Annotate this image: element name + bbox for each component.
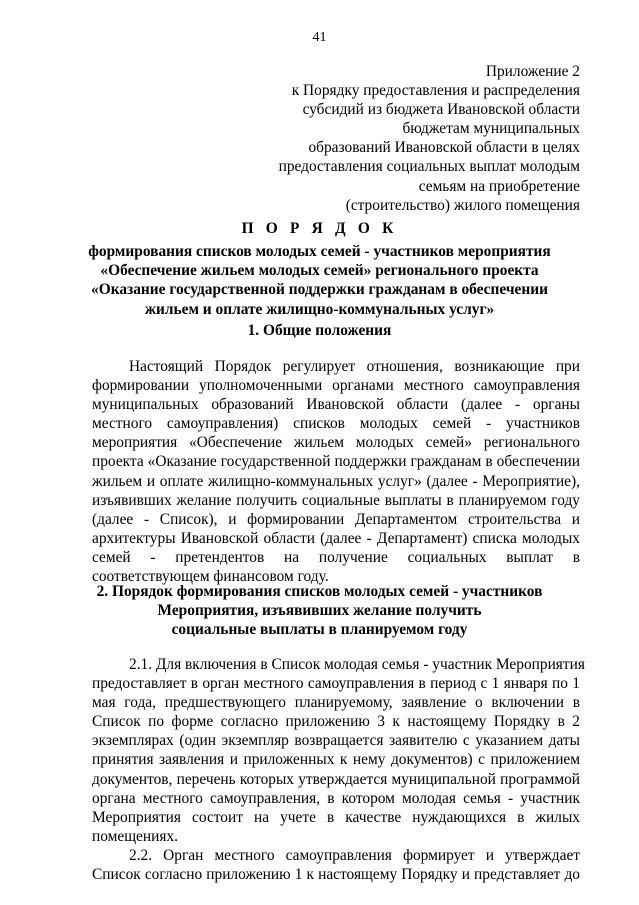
title-text: П О Р Я Д О К: [241, 220, 398, 237]
text-line: формировании уполномоченными органами местного самоуправления: [92, 377, 580, 395]
text-line: проекта «Оказание государственной поддержки гражданам в обеспечении: [92, 453, 580, 471]
text-line: Список согласно приложению 1 к настоящему Порядку и представляет до: [92, 866, 580, 884]
document-subtitle: [40, 242, 599, 319]
text-line: архитектуры Ивановской области (далее - Департамент) списка молодых: [92, 529, 580, 547]
text-line: изъявивших желание получить социальные выплаты в планируемом году: [92, 491, 580, 509]
subtitle-line: «Обеспечение жильем молодых семей» регионального проекта: [100, 262, 539, 280]
text-line: документов, перечень которых утверждается муниципальной программой: [92, 770, 580, 788]
text-line: мероприятия «Обеспечение жильем молодых семей» регионального: [92, 434, 580, 452]
appendix-line: бюджетам муниципальных: [402, 120, 580, 138]
text-line: местного самоуправления) списков молодых семей - участников: [92, 415, 580, 433]
text-line: Мероприятия состоит на учете в качестве нуждающихся в жилых: [92, 808, 580, 826]
text-line: муниципальных образований Ивановской области (далее - органы: [92, 396, 580, 414]
text-line: предоставляет в орган местного самоуправления в период с 1 января по 1: [92, 675, 580, 693]
appendix-line: субсидий из бюджета Ивановской области: [302, 101, 580, 119]
text-line: 2.2. Орган местного самоуправления формирует и утверждает: [129, 847, 580, 864]
text-line: жильем и оплате жилищно-коммунальных услуг» (далее - Мероприятие),: [92, 472, 580, 490]
appendix-line: (строительство) жилого помещения: [345, 196, 580, 214]
paragraph-2-1: [92, 655, 585, 846]
section-2-heading: [40, 582, 599, 640]
paragraph-2-2: [92, 846, 580, 884]
text-line: Настоящий Порядок регулирует отношения, возникающие при: [129, 358, 580, 375]
text-line: (далее - Список), и формировании Департаментом строительства и: [92, 510, 580, 528]
appendix-line: Приложение 2: [485, 63, 580, 80]
section-1-heading: [40, 321, 599, 340]
appendix-line: к Порядку предоставления и распределения: [291, 82, 580, 100]
section-1-paragraph: [92, 357, 580, 586]
text-line: экземплярах (один экземпляр возвращается заявителю с указанием даты: [92, 732, 580, 750]
appendix-line: образований Ивановской области в целях: [308, 139, 580, 157]
text-line: мая года, предшествующего планируемому, заявление о включении в: [92, 694, 580, 712]
appendix-block: [279, 62, 580, 215]
heading-line: Мероприятия, изъявивших желание получить: [157, 602, 482, 620]
subtitle-line: формирования списков молодых семей - участников мероприятия: [88, 243, 551, 260]
text-line: семей - претендентов на получение социальных выплат в: [92, 548, 580, 566]
document-title: [0, 219, 639, 239]
appendix-line: предоставления социальных выплат молодым: [278, 158, 580, 176]
text-line: 2.1. Для включения в Список молодая семья - участник Мероприятия: [129, 656, 585, 673]
subtitle-line: жильем и оплате жилищно-коммунальных услуг»: [144, 300, 495, 318]
appendix-line: семьям на приобретение: [418, 177, 580, 195]
page-number: 41: [312, 30, 327, 45]
heading-line: 1. Общие положения: [247, 322, 392, 339]
subtitle-line: «Оказание государственной поддержки гражданам в обеспечении: [91, 281, 548, 299]
text-line: принятия заявления и приложенных к нему документов) с приложением: [92, 751, 580, 769]
text-line: Список по форме согласно приложению 3 к настоящему Порядку в 2: [92, 713, 580, 731]
heading-line: социальные выплаты в планируемом году: [171, 621, 468, 639]
text-line: органа местного самоуправления, в котором молодая семья - участник: [92, 789, 580, 807]
text-line: соответствующем финансовом году.: [92, 568, 329, 586]
text-line: помещениях.: [92, 827, 178, 845]
heading-line: 2. Порядок формирования списков молодых семей - участников: [96, 583, 543, 600]
